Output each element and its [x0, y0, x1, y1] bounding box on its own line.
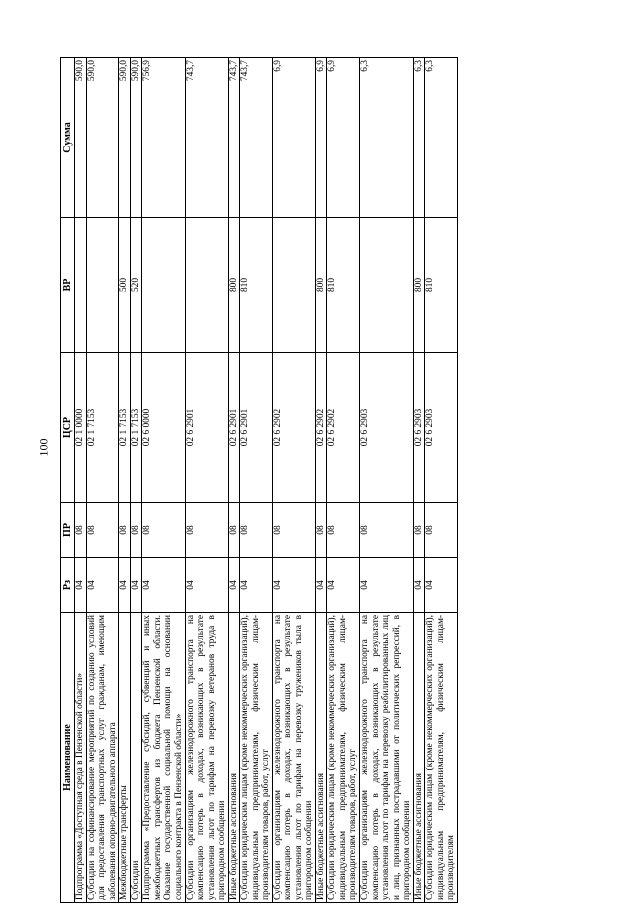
cell-pr: 08: [272, 503, 315, 558]
cell-vr: 800: [315, 218, 327, 353]
cell-csr: 02 6 2901: [240, 353, 273, 503]
cell-pr: 08: [75, 503, 87, 558]
cell-name: Субсидии организациям железнодорожного транспорта на компенсацию потерь в доходах, возникающих в результате установления льгот по тарифам на перевозку тружеников тыла в пригородном сообщении: [272, 613, 315, 903]
table-body: [75, 58, 458, 903]
cell-csr: 02 1 7153: [130, 353, 142, 503]
budget-table: [60, 57, 458, 903]
cell-name: Субсидии юридическим лицам (кроме некоммерческих организаций), индивидуальным предпринимателям, физическим лицам-производителям товаров, работ, услуг: [240, 613, 273, 903]
cell-rz: 04: [185, 558, 228, 613]
cell-sum: 6,9: [272, 58, 315, 218]
table-row: [228, 58, 240, 903]
cell-rz: 04: [75, 558, 87, 613]
cell-rz: 04: [142, 558, 185, 613]
cell-rz: 04: [327, 558, 360, 613]
cell-rz: 04: [425, 558, 458, 613]
header-name: Наименование: [61, 613, 75, 903]
cell-rz: 04: [315, 558, 327, 613]
cell-sum: 6,9: [327, 58, 360, 218]
cell-sum: 743,7: [185, 58, 228, 218]
table-row: [240, 58, 273, 903]
cell-name: Субсидии: [130, 613, 142, 903]
cell-pr: 08: [360, 503, 414, 558]
cell-rz: 04: [272, 558, 315, 613]
cell-pr: 08: [425, 503, 458, 558]
cell-name: Иные бюджетные ассигнования: [413, 613, 425, 903]
table-header-row: [61, 58, 75, 903]
cell-vr: 520: [130, 218, 142, 353]
cell-rz: 04: [86, 558, 119, 613]
cell-pr: 08: [327, 503, 360, 558]
cell-vr: [75, 218, 87, 353]
cell-pr: 08: [315, 503, 327, 558]
cell-csr: 02 6 2903: [413, 353, 425, 503]
cell-name: Субсидии юридическим лицам (кроме некоммерческих организаций), индивидуальным предпринимателям, физическим лицам-производителям: [425, 613, 458, 903]
header-csr: ЦСР: [61, 353, 75, 503]
cell-sum: 590,0: [119, 58, 131, 218]
table-row: [327, 58, 360, 903]
cell-rz: 04: [240, 558, 273, 613]
table-row: [360, 58, 414, 903]
page-number: 100: [36, 438, 51, 457]
cell-name: Субсидии юридическим лицам (кроме некоммерческих организаций), индивидуальным предпринимателям, физическим лицам-производителям товаров, работ, услуг: [327, 613, 360, 903]
cell-rz: 04: [119, 558, 131, 613]
cell-sum: 6,3: [360, 58, 414, 218]
cell-vr: [142, 218, 185, 353]
cell-vr: 800: [228, 218, 240, 353]
cell-csr: 02 6 2901: [228, 353, 240, 503]
cell-csr: 02 6 2903: [425, 353, 458, 503]
cell-vr: 810: [425, 218, 458, 353]
cell-csr: 02 6 2902: [327, 353, 360, 503]
cell-vr: 810: [327, 218, 360, 353]
cell-sum: 756,9: [142, 58, 185, 218]
cell-pr: 08: [130, 503, 142, 558]
cell-csr: 02 6 2901: [185, 353, 228, 503]
rotated-table-container: [60, 58, 610, 903]
cell-csr: 02 6 2902: [315, 353, 327, 503]
cell-name: Субсидии на софинансирование мероприятий по созданию условий для предоставления транспортных услуг гражданам, имеющим заболевания опорно-двигательного аппарата: [86, 613, 119, 903]
cell-csr: 02 1 7153: [86, 353, 119, 503]
cell-rz: 04: [228, 558, 240, 613]
cell-rz: 04: [130, 558, 142, 613]
cell-sum: 590,0: [75, 58, 87, 218]
cell-csr: 02 1 7153: [119, 353, 131, 503]
cell-vr: [185, 218, 228, 353]
header-pr: ПР: [61, 503, 75, 558]
table-row: [413, 58, 425, 903]
table-row: [425, 58, 458, 903]
cell-sum: 6,9: [315, 58, 327, 218]
cell-sum: 590,0: [86, 58, 119, 218]
header-rz: Рз: [61, 558, 75, 613]
cell-rz: 04: [413, 558, 425, 613]
table-row: [142, 58, 185, 903]
table-row: [315, 58, 327, 903]
cell-pr: 08: [142, 503, 185, 558]
cell-rz: 04: [360, 558, 414, 613]
cell-vr: [360, 218, 414, 353]
cell-vr: [272, 218, 315, 353]
cell-pr: 08: [413, 503, 425, 558]
table-row: [185, 58, 228, 903]
cell-name: Иные бюджетные ассигнования: [228, 613, 240, 903]
cell-name: Подпрограмма «Предоставление субсидий, субвенций и иных межбюджетных трансфертов из бюджета Пензенской области. Оказание государственной социальной помощи на основании социального контракта в Пензенской области»: [142, 613, 185, 903]
cell-csr: 02 6 2902: [272, 353, 315, 503]
cell-pr: 08: [228, 503, 240, 558]
cell-vr: 810: [240, 218, 273, 353]
cell-sum: 743,7: [228, 58, 240, 218]
cell-sum: 590,0: [130, 58, 142, 218]
cell-sum: 6,3: [413, 58, 425, 218]
cell-name: Межбюджетные трансферты: [119, 613, 131, 903]
cell-name: Субсидии организациям железнодорожного транспорта на компенсацию потерь в доходах, возникающих в результате установления льгот по тарифам на перевозку ветеранов труда в пригородном сообщении: [185, 613, 228, 903]
table-row: [75, 58, 87, 903]
cell-pr: 08: [119, 503, 131, 558]
cell-sum: 6,3: [425, 58, 458, 218]
header-sum: Сумма: [61, 58, 75, 218]
cell-sum: 743,7: [240, 58, 273, 218]
cell-csr: 02 6 0000: [142, 353, 185, 503]
table-row: [130, 58, 142, 903]
cell-name: Подпрограмма «Доступная среда в Пензенской области»: [75, 613, 87, 903]
table-row: [119, 58, 131, 903]
cell-csr: 02 6 2903: [360, 353, 414, 503]
cell-vr: 500: [119, 218, 131, 353]
header-vr: ВР: [61, 218, 75, 353]
cell-vr: 800: [413, 218, 425, 353]
cell-pr: 08: [240, 503, 273, 558]
cell-name: Субсидии организациям железнодорожного транспорта на компенсацию потерь в доходах, возникающих в результате установления льгот по тарифам на перевозку реабилитированных лиц и лиц, признанных пострадавшими от политических репрессий, в пригородном сообщении: [360, 613, 414, 903]
table-row: [86, 58, 119, 903]
cell-pr: 08: [185, 503, 228, 558]
cell-csr: 02 1 0000: [75, 353, 87, 503]
cell-pr: 08: [86, 503, 119, 558]
table-row: [272, 58, 315, 903]
cell-vr: [86, 218, 119, 353]
cell-name: Иные бюджетные ассигнования: [315, 613, 327, 903]
